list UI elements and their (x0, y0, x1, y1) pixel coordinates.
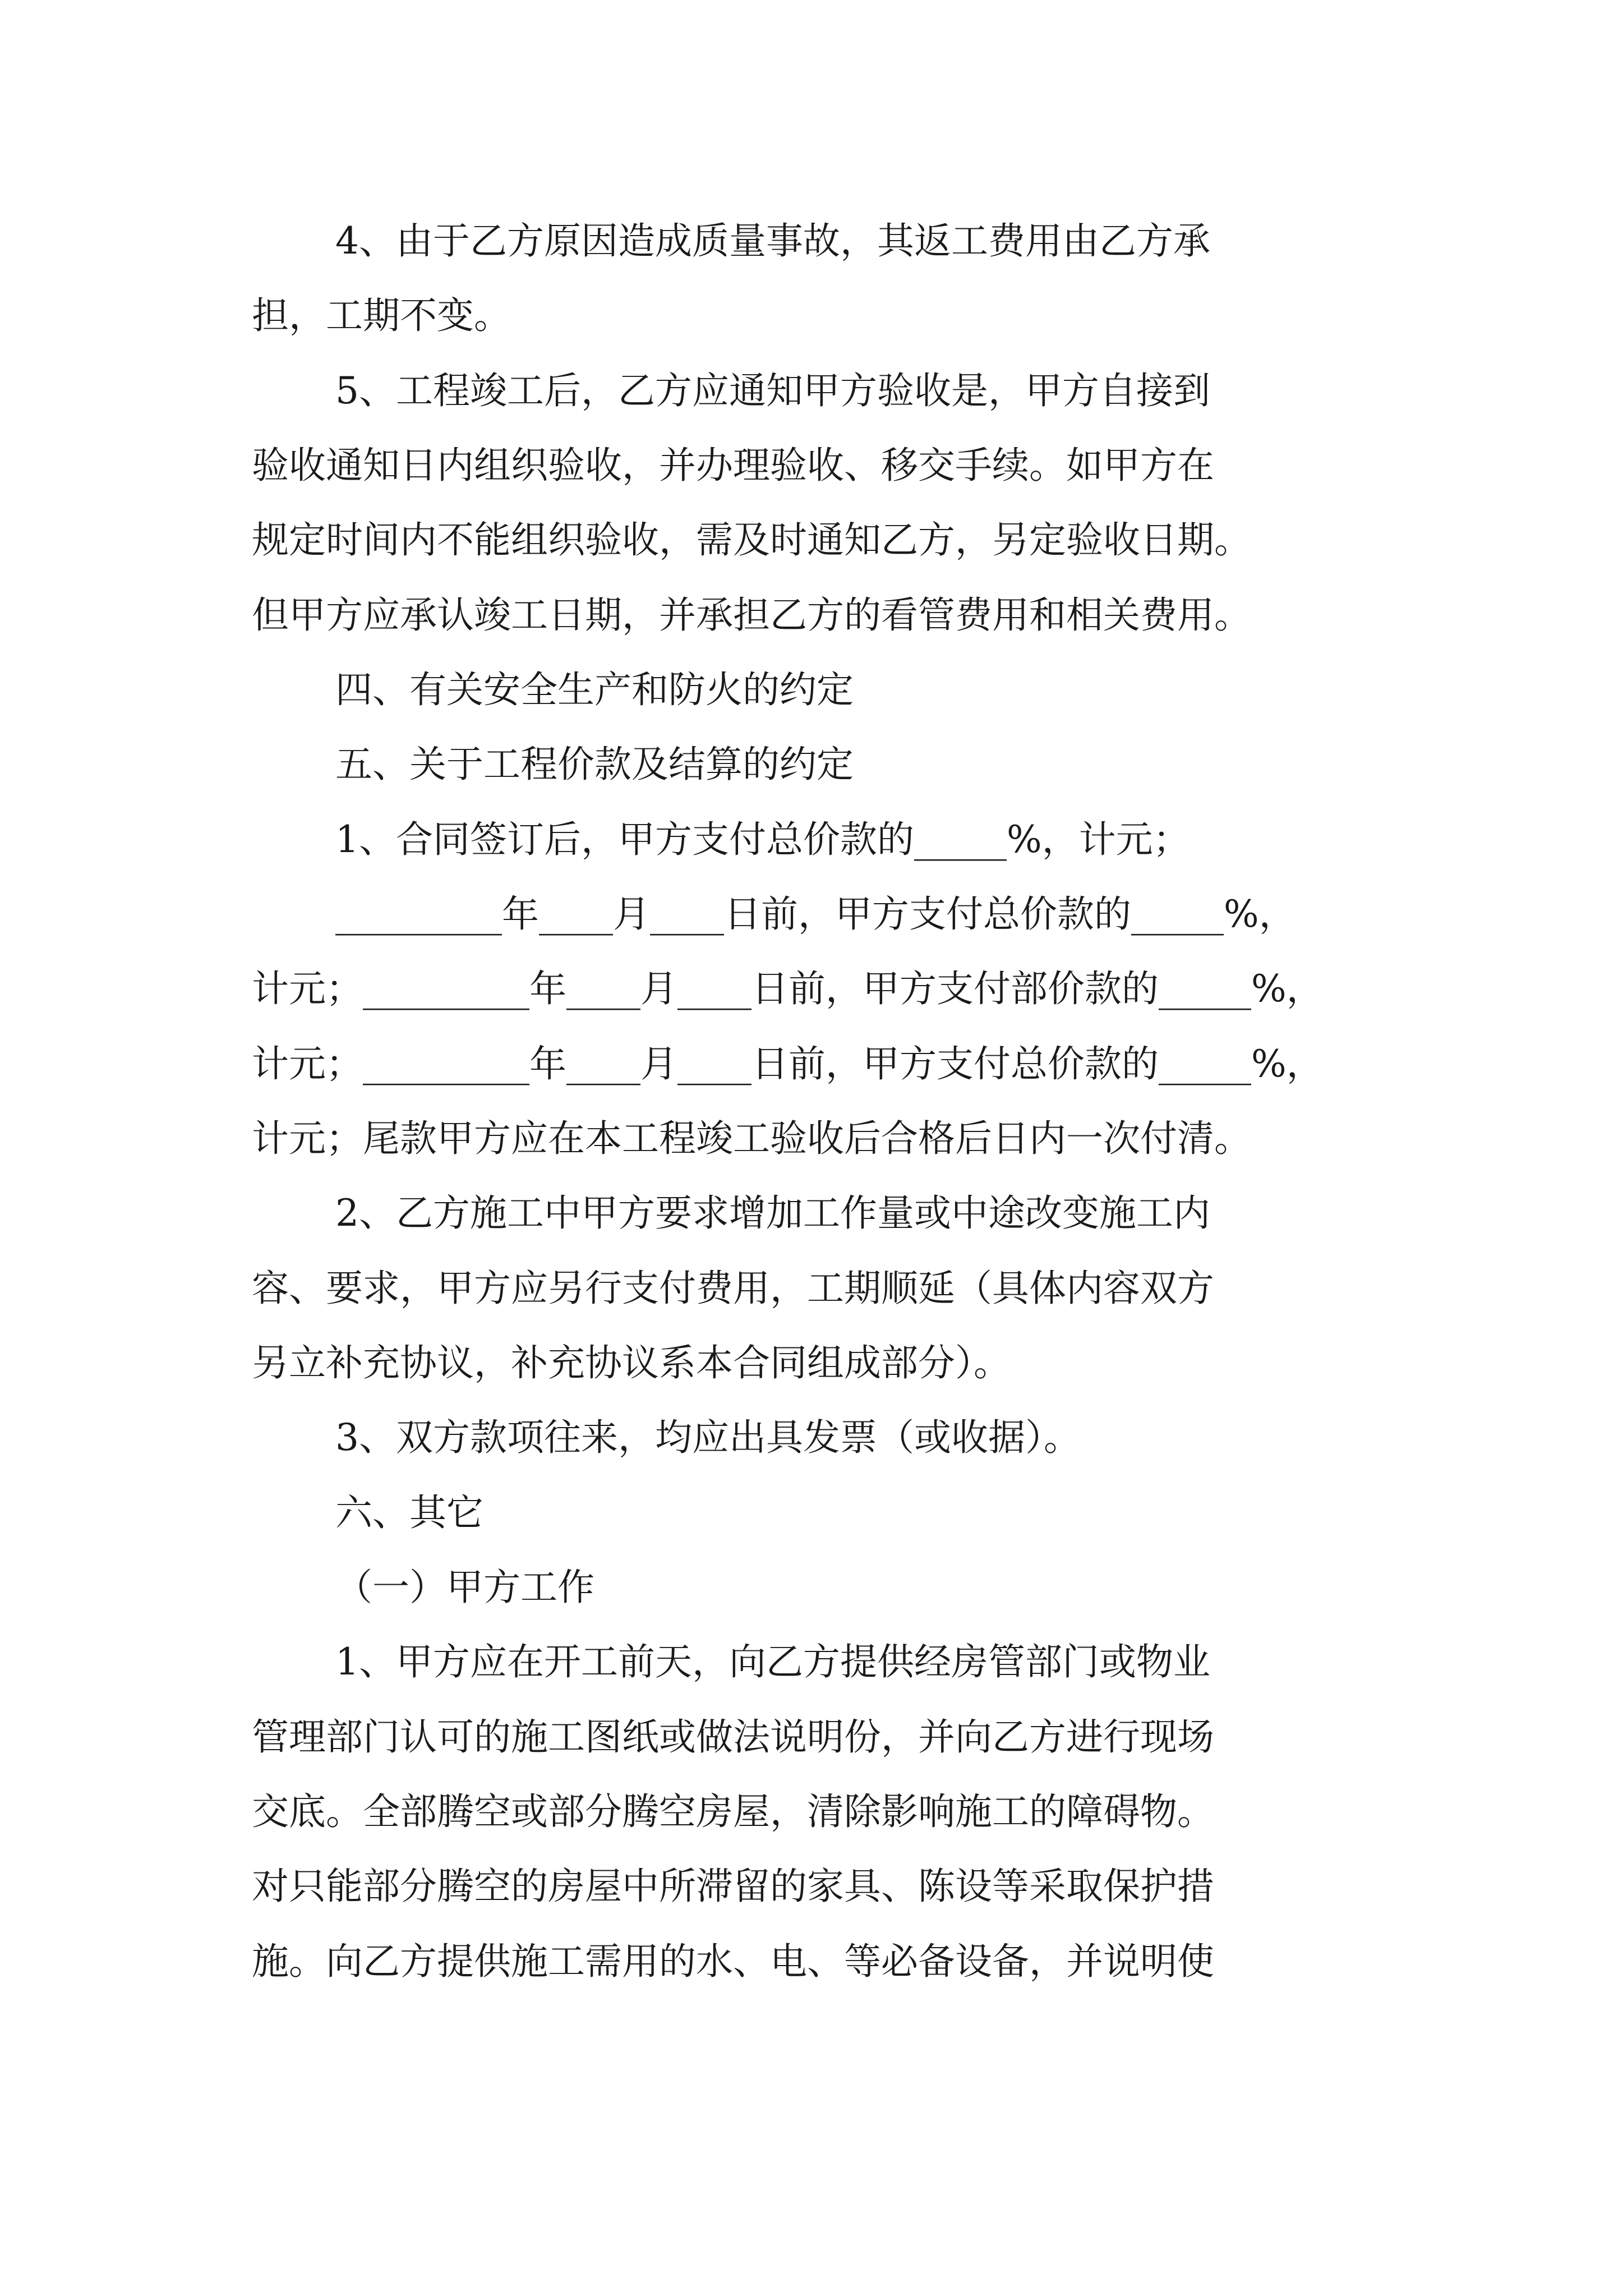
party-a-clause-1-line-5: 施。向乙方提供施工需用的水、电、等必备设备，并说明使 (252, 1940, 1214, 1983)
payment-clause-1-line-1: 1、合同签订后，甲方支付总价款的_____%，计元； (335, 818, 1190, 861)
payment-clause-3: 3、双方款项往来，均应出具发票（或收据）。 (335, 1416, 1081, 1459)
payment-clause-1-line-2: _________年____月____日前，甲方支付总价款的_____%， (335, 892, 1296, 936)
section-5-heading: 五、关于工程价款及结算的约定 (335, 743, 854, 786)
clause-4-line-2: 担，工期不变。 (252, 294, 511, 337)
payment-clause-1-line-3: 计元；_________年____月____日前，甲方支付部价款的_____%， (252, 967, 1324, 1010)
payment-clause-2-line-2: 容、要求，甲方应另行支付费用，工期顺延（具体内容双方 (252, 1267, 1214, 1310)
party-a-clause-1-line-1: 1、甲方应在开工前天，向乙方提供经房管部门或物业 (335, 1640, 1210, 1683)
payment-clause-1-line-4: 计元；_________年____月____日前，甲方支付总价款的_____%， (252, 1042, 1324, 1085)
clause-5-line-2: 验收通知日内组织验收，并办理验收、移交手续。如甲方在 (252, 444, 1214, 487)
party-a-clause-1-line-3: 交底。全部腾空或部分腾空房屋，清除影响施工的障碍物。 (252, 1790, 1214, 1833)
clause-4-line-1: 4、由于乙方原因造成质量事故，其返工费用由乙方承 (335, 219, 1210, 263)
payment-clause-2-line-1: 2、乙方施工中甲方要求增加工作量或中途改变施工内 (335, 1191, 1210, 1235)
section-6-heading: 六、其它 (335, 1491, 483, 1534)
payment-clause-2-line-3: 另立补充协议，补充协议系本合同组成部分）。 (252, 1341, 1011, 1384)
clause-5-line-4: 但甲方应承认竣工日期，并承担乙方的看管费用和相关费用。 (252, 593, 1251, 637)
payment-clause-1-line-5: 计元；尾款甲方应在本工程竣工验收后合格后日内一次付清。 (252, 1117, 1251, 1160)
party-a-clause-1-line-2: 管理部门认可的施工图纸或做法说明份，并向乙方进行现场 (252, 1715, 1214, 1759)
clause-5-line-1: 5、工程竣工后，乙方应通知甲方验收是，甲方自接到 (335, 369, 1210, 412)
subsection-party-a-heading: （一）甲方工作 (335, 1566, 594, 1609)
clause-5-line-3: 规定时间内不能组织验收，需及时通知乙方，另定验收日期。 (252, 518, 1251, 562)
party-a-clause-1-line-4: 对只能部分腾空的房屋中所滞留的家具、陈设等采取保护措 (252, 1865, 1214, 1908)
section-4-heading: 四、有关安全生产和防火的约定 (335, 668, 854, 711)
